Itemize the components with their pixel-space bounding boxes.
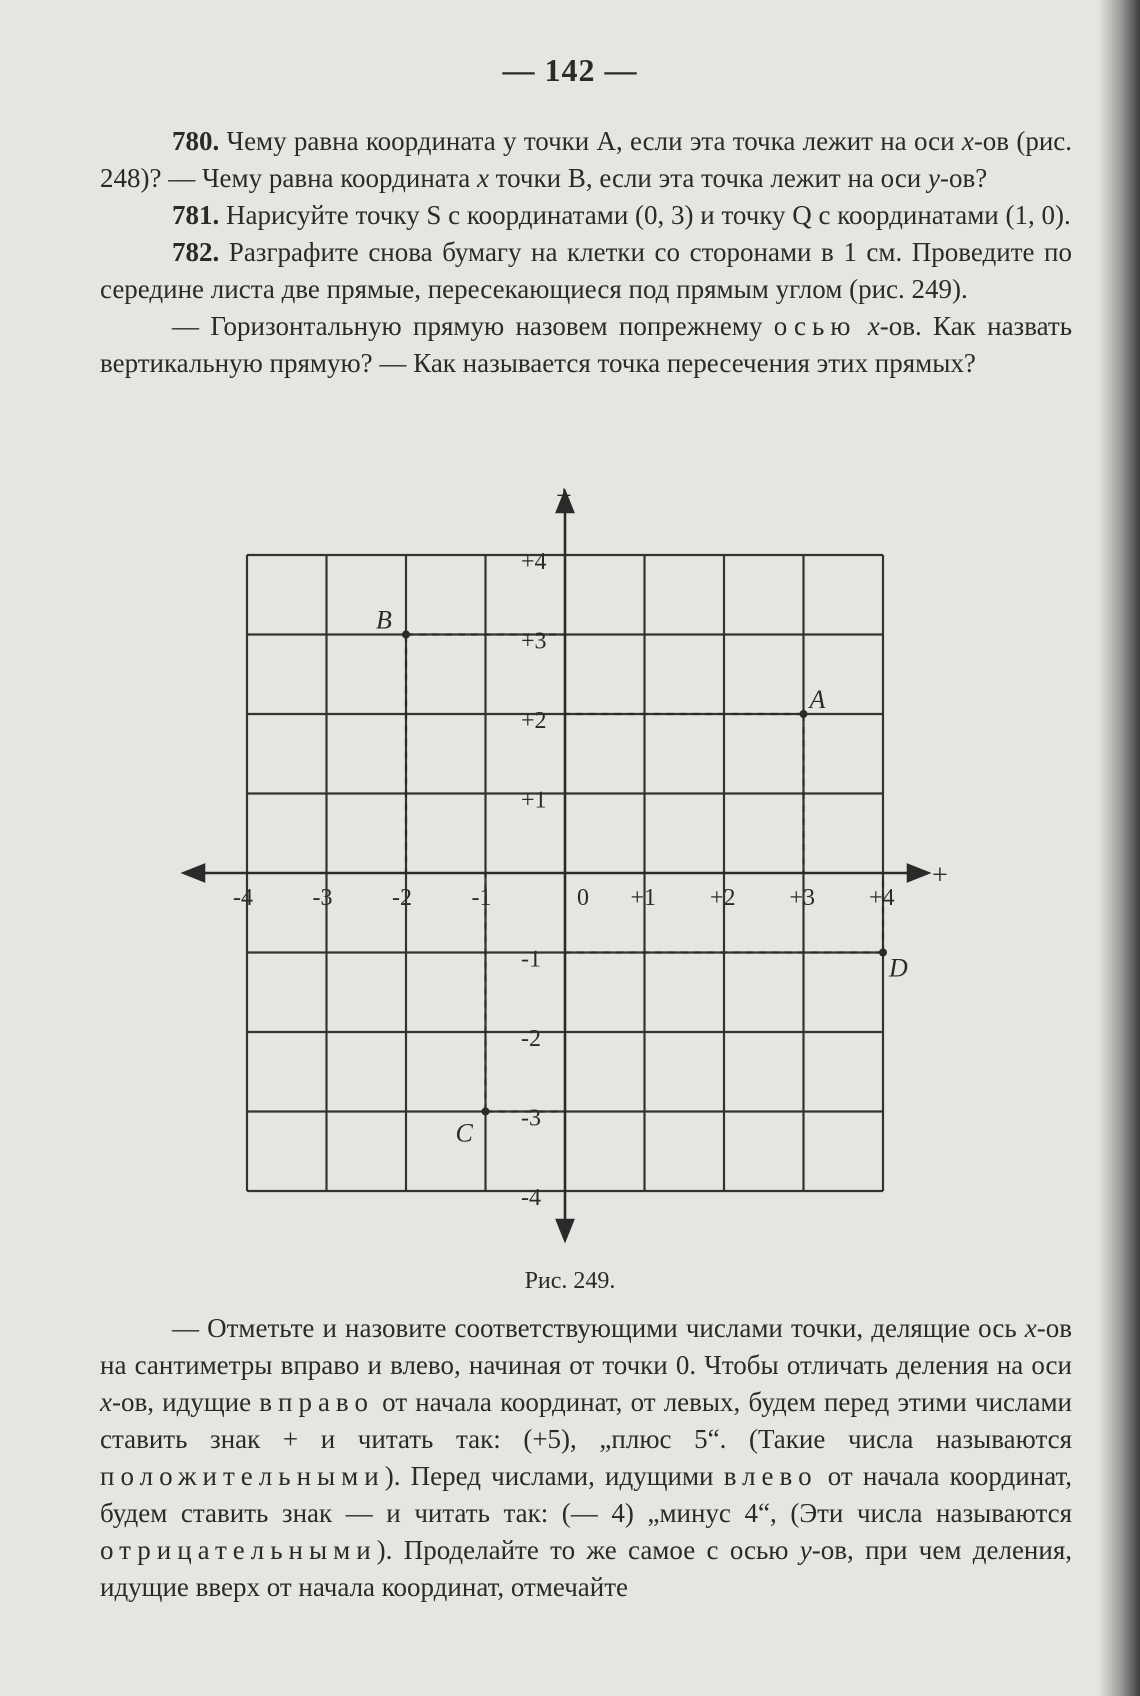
axis-question: — Горизонтальную прямую назовем попрежнему осью x-ов. Как назвать вертикальную прямую? — Как называется точка пересечения этих прямых? [100,311,1073,378]
point-a [800,710,808,718]
y-tick-label: +4 [521,549,547,575]
x-tick-label: +2 [710,885,736,911]
explanation-paragraph: — Отметьте и назовите соответствующими числами точки, делящие ось x-ов на сантиметры вправо и влево, начиная от точки 0. Чтобы отличать деления на оси x-ов, идущие вправо от начала координат, от левых, будем перед этими числами ставить знак + и читать так: (+5), „плюс 5“. (Такие числа называются положительными). Перед числами, идущими влево от начала координат, будем ставить знак — и читать так: (— 4) „минус 4“, (Эти числа называются отрицательными). Проделайте то же самое с осью y-ов, при чем деления, идущие вверх от начала координат, отмечайте [100,1313,1072,1602]
page-number: — 142 — [502,52,638,88]
problems-block [100,123,1072,382]
x-axis-arrow-left [184,865,204,881]
y-tick-label: -2 [521,1026,541,1052]
figure-caption: Рис. 249. [524,1268,616,1294]
point-label-d: D [889,953,908,983]
problem-781: 781. Нарисуйте точку S с координатами (0, 3) и точку Q с координатами (1, 0). [172,200,1071,230]
x-tick-label: 0 [577,885,589,911]
x-tick-label: +3 [789,885,816,911]
plotted-points [376,606,908,1148]
point-c [482,1108,490,1116]
y-tick-label: +2 [521,708,547,734]
x-tick-label: -2 [392,885,412,911]
problem-782: 782. Разграфите снова бумагу на клетки со сторонами в 1 см. Проведите по середине листа две прямые, пересекающиеся под прямым углом (рис. 249). [100,237,1072,304]
point-label-c: C [455,1118,473,1148]
x-axis-arrow-right [908,865,928,881]
y-tick-label: +3 [521,628,547,655]
point-label-b: B [376,605,392,635]
y-axis-arrow-bottom [557,1220,573,1240]
y-axis-plus-sign: + [556,481,572,512]
x-axis-plus-sign: + [932,860,948,891]
y-tick-label: +1 [521,787,547,814]
y-tick-label: -1 [521,946,541,973]
x-tick-label: -4 [233,885,253,911]
x-tick-label: +1 [630,885,657,911]
x-tick-label: +4 [869,885,895,911]
y-tick-label: -4 [521,1185,541,1211]
explanation-block [100,1310,1072,1606]
problem-780: 780. Чему равна координата y точки A, если эта точка лежит на оси x-ов (рис. 248)? — Чему равна координата x точки B, если эта точка лежит на оси y-ов? [100,126,1072,193]
y-tick-label: -3 [521,1105,541,1132]
point-label-a: A [809,685,826,714]
point-b [402,631,410,639]
coordinate-figure [0,470,1140,1260]
point-d [879,949,887,957]
x-tick-label: -3 [312,885,333,911]
x-tick-label: -1 [471,885,492,911]
axes [184,492,928,1240]
